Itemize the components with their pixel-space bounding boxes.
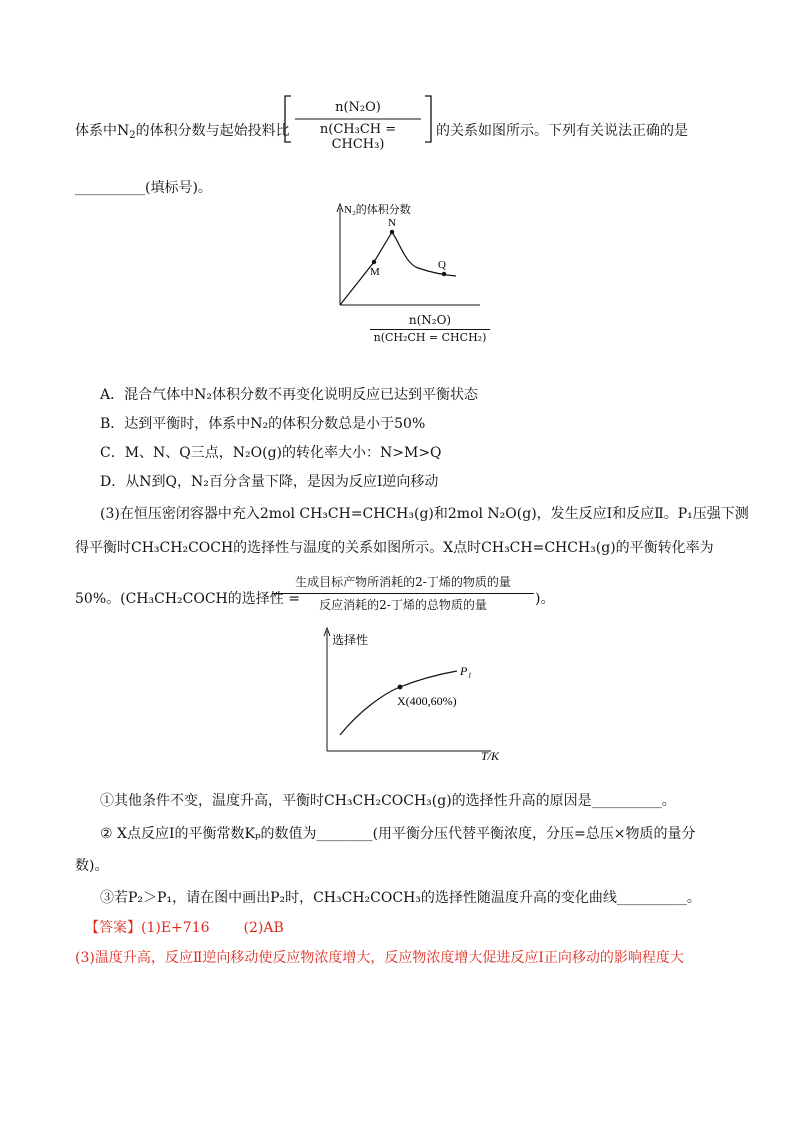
question-2-blank: ________ (316, 826, 373, 842)
answer-part-2: (2)AB (243, 920, 284, 936)
chart1-point-q (442, 272, 446, 276)
chart2-point-x (398, 685, 403, 690)
intro-line-2 (75, 177, 212, 197)
question-3 (100, 887, 701, 907)
option-c: C．M、N、Q三点，N₂O(g)的转化率大小：N>M>Q (100, 445, 442, 461)
selectivity-denominator: 反应消耗的2-丁烯的总物质的量 (319, 598, 487, 612)
answer-line-2: (3)温度升高，反应Ⅱ逆向移动使反应物浓度增大，反应物浓度增大促进反应Ⅰ正向移动的影响程度大 (75, 950, 684, 966)
question-1 (100, 790, 676, 810)
question-1-blank: __________ (591, 793, 662, 809)
question-1-end: 。 (661, 793, 676, 809)
ratio-denominator: n(CH₃CH = CHCH₃) (319, 122, 397, 152)
question-3-blank: __________ (616, 890, 687, 906)
question-1-text: ①其他条件不变，温度升高，平衡时CH₃CH₂COCH₃(g)的选择性升高的原因是 (100, 793, 592, 809)
intro-line-1 (75, 120, 290, 141)
ratio-numerator: n(N₂O) (335, 100, 381, 115)
part3-line-2: 得平衡时CH₃CH₂COCH的选择性与温度的关系如图所示。X点时CH₃CH=CHCH₃(g)的平衡转化率为 (75, 540, 714, 556)
chart1-x-label-num: n(N₂O) (408, 313, 452, 327)
intro-sub: 2 (129, 130, 136, 141)
chart1-point-n (390, 230, 394, 234)
chart2-y-label: 选择性 (332, 633, 369, 647)
part3-line-3-pre: 50%。(CH₃CH₂COCH的选择性 = (75, 591, 300, 607)
question-3-text: ③若P₂＞P₁，请在图中画出P₂时，CH₃CH₂COCH₃的选择性随温度升高的变化曲线 (100, 890, 617, 906)
option-a: A．混合气体中N₂体积分数不再变化说明反应已达到平衡状态 (100, 387, 478, 403)
part3-line-3-post: )。 (535, 591, 555, 607)
selectivity-numerator: 生成目标产物所消耗的2-丁烯的物质的量 (295, 575, 511, 589)
intro-fill-hint: (填标号)。 (145, 180, 212, 196)
question-2-line-2: 数)。 (75, 858, 109, 874)
selectivity-fraction-line (272, 593, 534, 594)
question-2-text-end: (用平衡分压代替平衡浓度，分压=总压×物质的量分 (372, 826, 696, 842)
question-2-text: ② X点反应Ⅰ的平衡常数Kₚ的数值为 (100, 826, 317, 842)
answer-part-1: (1)E+716 (141, 920, 210, 936)
chart1-label-n: N (388, 217, 396, 229)
answer-line-1 (85, 917, 284, 937)
answer-label: 【答案】 (85, 920, 141, 936)
chart2-curve-label: P₁ (460, 664, 472, 678)
chart1-x-label-den: n(CH₂CH = CHCH₂) (373, 331, 487, 344)
question-2 (100, 823, 695, 843)
chart1-label-m: M (370, 266, 380, 278)
intro-text-mid: 的体积分数与起始投料比 (135, 123, 290, 139)
chart1-x-label-line (370, 329, 490, 330)
intro-text-pre: 体系中N (75, 123, 130, 139)
answer-blank-1: __________ (75, 180, 145, 196)
chart-selectivity (315, 625, 515, 765)
question-3-end: 。 (686, 890, 701, 906)
intro-text-post: 的关系如图所示。下列有关说法正确的是 (436, 123, 688, 139)
chart1-point-m (372, 260, 376, 264)
chart2-x-label: T/K (481, 749, 500, 763)
chart-n2-fraction (330, 200, 500, 350)
chart2-point-label: X(400,60%) (397, 694, 457, 708)
chart1-y-label: N₂的体积分数 (344, 204, 411, 216)
chart1-curve-fall (392, 232, 456, 276)
chart1-label-q: Q (438, 259, 446, 271)
part3-line-1: (3)在恒压密闭容器中充入2mol CH₃CH=CHCH₃(g)和2mol N₂O(g)，发生反应Ⅰ和反应Ⅱ。P₁压强下测 (100, 506, 749, 522)
option-d: D．从N到Q，N₂百分含量下降，是因为反应Ⅰ逆向移动 (100, 474, 439, 490)
option-b: B．达到平衡时，体系中N₂的体积分数总是小于50% (100, 416, 426, 432)
chart1-curve-rise (340, 232, 392, 305)
